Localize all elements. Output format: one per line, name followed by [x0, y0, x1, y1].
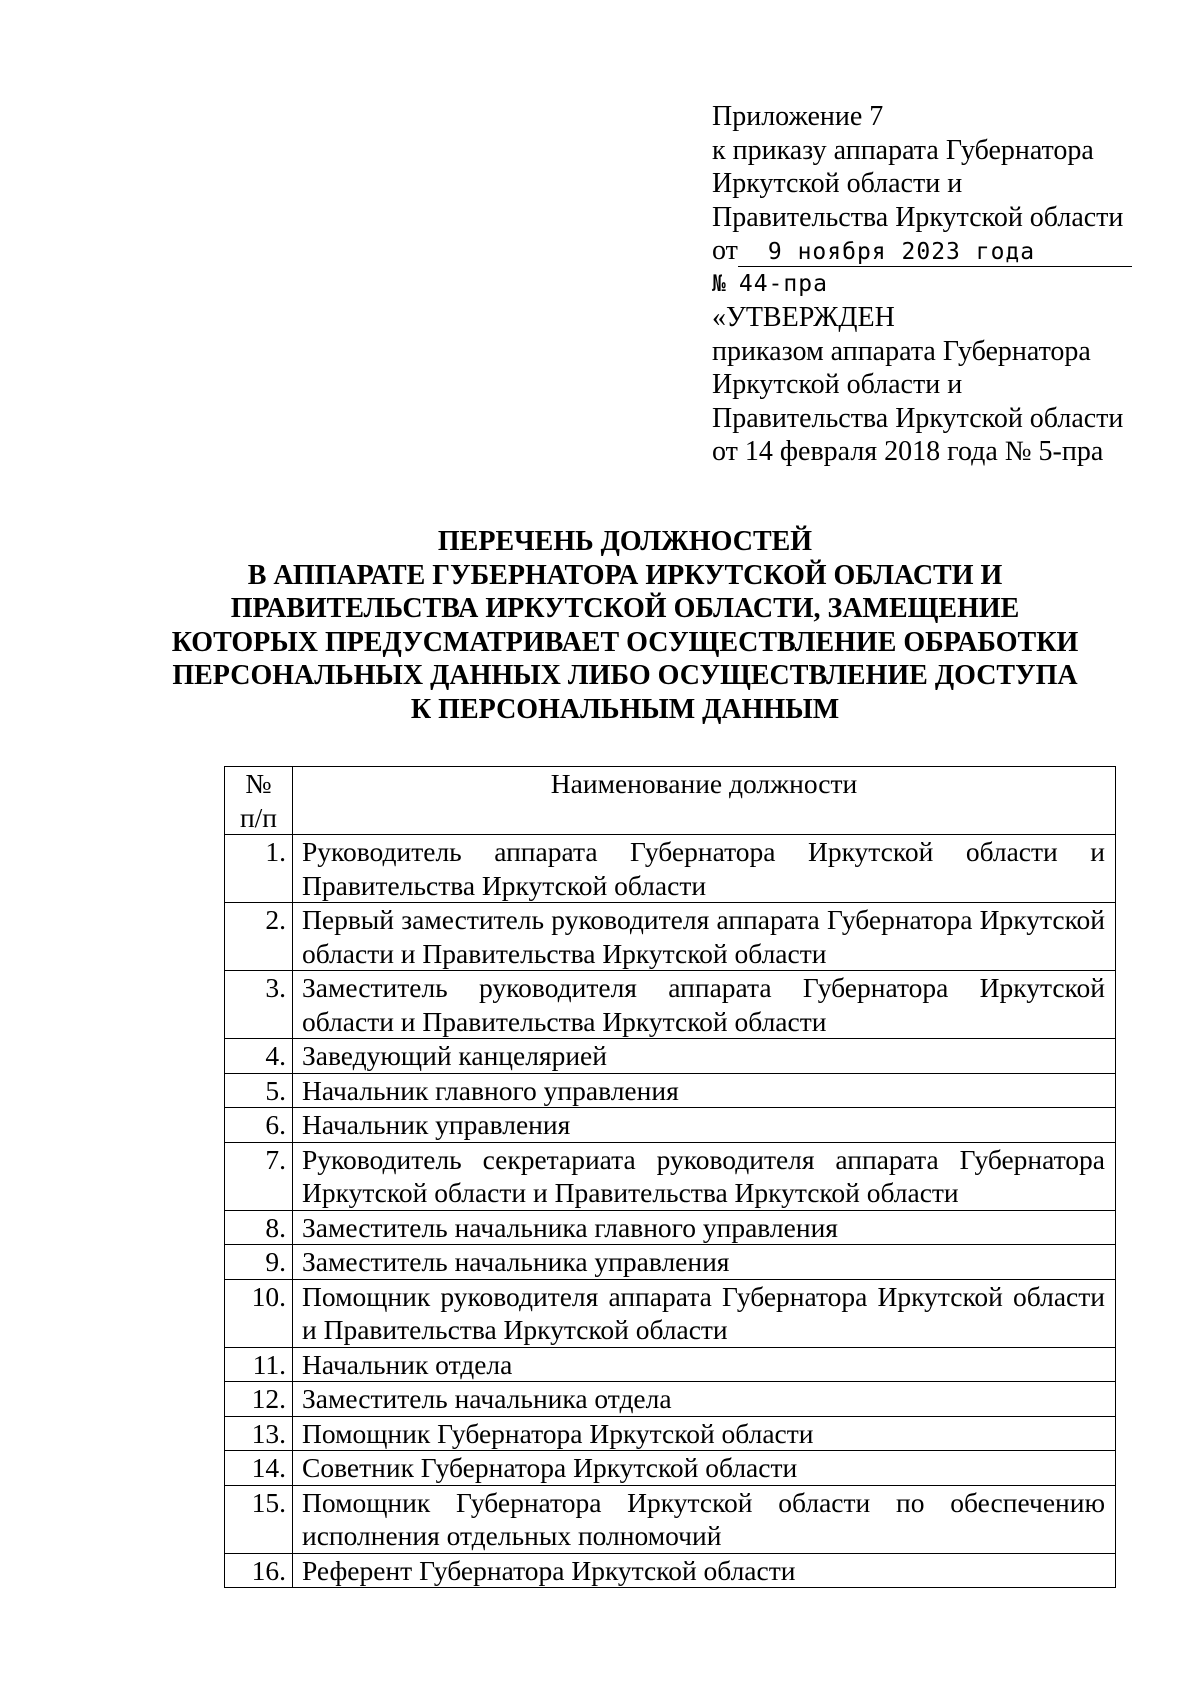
table-row: [225, 1073, 1116, 1108]
row-position-name: Руководитель аппарата Губернатора Иркутской области и Правительства Иркутской области: [293, 835, 1116, 903]
title-line-3: ПРАВИТЕЛЬСТВА ИРКУТСКОЙ ОБЛАСТИ, ЗАМЕЩЕНИЕ: [230, 593, 1020, 624]
row-number: 14.: [225, 1451, 293, 1486]
row-position-name: Референт Губернатора Иркутской области: [293, 1553, 1116, 1588]
row-position-name: Начальник управления: [293, 1108, 1116, 1143]
positions-table: [224, 766, 1116, 1588]
table-row: [225, 1108, 1116, 1143]
row-position-name: Советник Губернатора Иркутской области: [293, 1451, 1116, 1486]
row-position-name: Заместитель начальника отдела: [293, 1382, 1116, 1417]
row-position-name: Заместитель руководителя аппарата Губернатора Иркутской области и Правительства Иркутской области: [293, 971, 1116, 1039]
row-number: 4.: [225, 1039, 293, 1074]
row-position-name: Помощник руководителя аппарата Губернатора Иркутской области и Правительства Иркутской области: [293, 1279, 1116, 1347]
row-number: 2.: [225, 903, 293, 971]
row-number: 8.: [225, 1210, 293, 1245]
header-num-cell: [225, 767, 293, 835]
table-row: [225, 1245, 1116, 1280]
row-number: 7.: [225, 1142, 293, 1210]
row-number: 1.: [225, 835, 293, 903]
title-line-2: В АППАРАТЕ ГУБЕРНАТОРА ИРКУТСКОЙ ОБЛАСТИ И: [247, 559, 1003, 591]
approved-government: Правительства Иркутской области: [712, 402, 1124, 434]
row-number: 11.: [225, 1347, 293, 1382]
row-number: 10.: [225, 1279, 293, 1347]
header-name-cell: Наименование должности: [293, 767, 1116, 835]
table-row: [225, 1553, 1116, 1588]
table-row: [225, 1416, 1116, 1451]
table-row: [225, 1347, 1116, 1382]
row-position-name: Начальник отдела: [293, 1347, 1116, 1382]
header-num-abbr: п/п: [239, 801, 278, 833]
appendix-block: [712, 100, 1152, 469]
number-prefix: №: [712, 270, 727, 297]
row-number: 6.: [225, 1108, 293, 1143]
date-value: 9 ноября 2023 года: [738, 238, 1132, 267]
table-row: [225, 1210, 1116, 1245]
approved-order-ref: приказом аппарата Губернатора: [712, 335, 1091, 367]
row-position-name: Помощник Губернатора Иркутской области по обеспечению исполнения отдельных полномочий: [293, 1485, 1116, 1553]
table-header-row: [225, 767, 1116, 835]
number-value: 44-пра: [738, 270, 828, 297]
row-position-name: Заведующий канцелярией: [293, 1039, 1116, 1074]
table-row: [225, 835, 1116, 903]
table-row: [225, 1485, 1116, 1553]
title-line-5: ПЕРСОНАЛЬНЫХ ДАННЫХ ЛИБО ОСУЩЕСТВЛЕНИЕ ДОСТУПА: [172, 660, 1078, 691]
row-number: 16.: [225, 1553, 293, 1588]
row-number: 15.: [225, 1485, 293, 1553]
row-position-name: Заместитель начальника управления: [293, 1245, 1116, 1280]
table-row: [225, 1142, 1116, 1210]
row-number: 9.: [225, 1245, 293, 1280]
date-prefix: от: [712, 235, 738, 266]
row-position-name: Помощник Губернатора Иркутской области: [293, 1416, 1116, 1451]
row-position-name: Начальник главного управления: [293, 1073, 1116, 1108]
approved-heading: «УТВЕРЖДЕН: [712, 302, 895, 333]
row-number: 5.: [225, 1073, 293, 1108]
table-row: [225, 971, 1116, 1039]
row-position-name: Заместитель начальника главного управления: [293, 1210, 1116, 1245]
appendix-order-ref: к приказу аппарата Губернатора: [712, 134, 1094, 166]
appendix-date-line: [712, 234, 1152, 268]
table-row: [225, 1451, 1116, 1486]
approved-region: Иркутской области и: [712, 369, 963, 400]
appendix-government: Правительства Иркутской области: [712, 201, 1124, 233]
table-row: [225, 1279, 1116, 1347]
header-num-symbol: №: [245, 768, 272, 799]
table-row: [225, 903, 1116, 971]
table-row: [225, 1382, 1116, 1417]
appendix-region: Иркутской области и: [712, 168, 963, 199]
approved-date: от 14 февраля 2018 года № 5-пра: [712, 436, 1104, 467]
row-number: 13.: [225, 1416, 293, 1451]
row-position-name: Первый заместитель руководителя аппарата Губернатора Иркутской области и Правительства Иркутской области: [293, 903, 1116, 971]
title-line-4: КОТОРЫХ ПРЕДУСМАТРИВАЕТ ОСУЩЕСТВЛЕНИЕ ОБРАБОТКИ: [171, 626, 1079, 658]
row-number: 12.: [225, 1382, 293, 1417]
row-position-name: Руководитель секретариата руководителя аппарата Губернатора Иркутской области и Правительства Иркутской области: [293, 1142, 1116, 1210]
appendix-number-line: [712, 268, 1152, 302]
appendix-title: Приложение 7: [712, 101, 884, 132]
title-line-6: К ПЕРСОНАЛЬНЫМ ДАННЫМ: [410, 693, 840, 725]
title-line-1: ПЕРЕЧЕНЬ ДОЛЖНОСТЕЙ: [437, 526, 813, 557]
table-row: [225, 1039, 1116, 1074]
row-number: 3.: [225, 971, 293, 1039]
document-title: [120, 525, 1130, 726]
